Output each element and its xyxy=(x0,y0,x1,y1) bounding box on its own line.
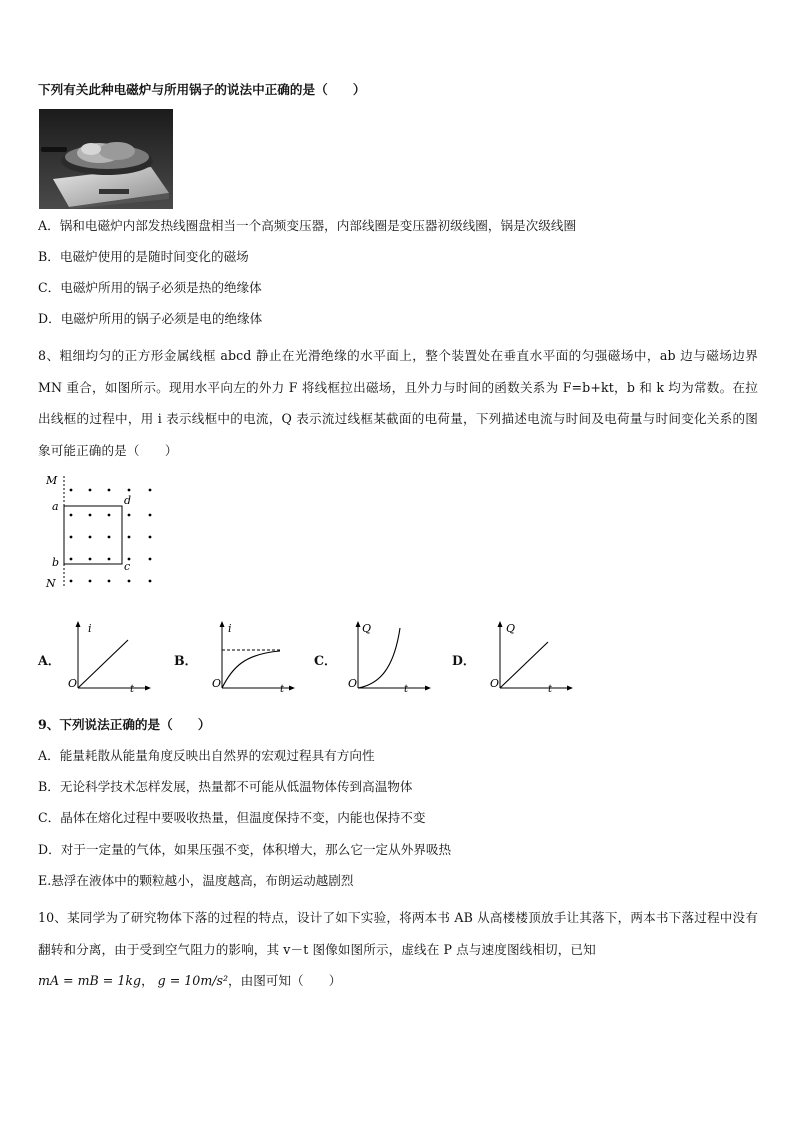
graph-a-y-label: i xyxy=(88,622,92,635)
q8-option-c-label: C． xyxy=(314,653,337,668)
q7-stem: 下列有关此种电磁炉与所用锅子的说法中正确的是（ ） xyxy=(38,82,366,97)
label-a: a xyxy=(52,500,59,513)
label-d: d xyxy=(124,494,132,507)
induction-cooker-illustration xyxy=(39,109,173,209)
graph-d-origin: O xyxy=(490,677,500,690)
q7-option-d: D．电磁炉所用的锅子必须是电的绝缘体 xyxy=(38,311,263,326)
magnetic-field-frame-diagram xyxy=(40,470,170,592)
graph-d-x-label: t xyxy=(548,684,553,694)
q8-option-d-label: D． xyxy=(452,653,476,668)
graph-a-x-label: t xyxy=(130,684,135,694)
q8-stem: 8、粗细均匀的正方形金属线框 abcd 静止在光滑绝缘的水平面上，整个装置处在垂直水平面的匀强磁场中，ab 边与磁场边界 MN 重合，如图所示。现用水平向左的外力 F 将线框拉出磁场，且外力与时间的函数关系为 F=b+kt，b 和 k 均为常数。在拉出线框的过程中，用 i 表示线框中的电流，Q 表示流过线框某截面的电荷量，下列描述电流与时间及电荷量与时间变化关系的图象可能正确的是（ ） xyxy=(38,348,758,458)
graph-a-origin: O xyxy=(68,677,78,690)
q10-gravity-formula: g = 10m/s² xyxy=(157,973,229,988)
graph-c-origin: O xyxy=(348,677,358,690)
graph-b-y-label: i xyxy=(228,622,232,635)
graph-b-x-label: t xyxy=(280,684,285,694)
q8-graph-b xyxy=(210,618,300,697)
label-n: N xyxy=(46,577,56,590)
q10-stem: 10、某同学为了研究物体下落的过程的特点，设计了如下实验，将两本书 AB 从高楼楼顶放手让其落下，两本书下落过程中没有翻转和分离，由于受到空气阻力的影响，其 v－t 图像如图所示，虚线在 P 点与速度图线相切，已知 xyxy=(38,910,758,957)
q8-option-b-label: B． xyxy=(174,653,198,668)
graph-b-origin: O xyxy=(212,677,222,690)
graph-c-y-label: Q xyxy=(362,622,372,635)
graph-a-linear-current xyxy=(66,618,156,694)
graph-d-y-label: Q xyxy=(506,622,516,635)
graph-c-x-label: t xyxy=(404,684,409,694)
label-c: c xyxy=(124,560,131,573)
q8-graph-d xyxy=(488,618,578,697)
q9-option-d: D．对于一定量的气体，如果压强不变，体积增大，那么它一定从外界吸热 xyxy=(38,842,452,857)
graph-c-accelerating-charge xyxy=(346,618,436,694)
q7-option-b: B．电磁炉使用的是随时间变化的磁场 xyxy=(38,249,249,264)
q8-frame-figure xyxy=(40,470,170,595)
label-m: M xyxy=(46,474,58,487)
label-b: b xyxy=(52,556,60,569)
q7-option-c: C．电磁炉所用的锅子必须是热的绝缘体 xyxy=(38,280,262,295)
graph-b-saturating-current xyxy=(210,618,300,694)
q9-option-e: E.悬浮在液体中的颗粒越小，温度越高，布朗运动越剧烈 xyxy=(38,873,354,888)
q8-option-a-label: A． xyxy=(38,653,61,668)
q9-option-c: C．晶体在熔化过程中要吸收热量，但温度保持不变，内能也保持不变 xyxy=(38,810,426,825)
graph-d-linear-charge xyxy=(488,618,578,694)
q8-graph-a xyxy=(66,618,156,697)
q9-option-a: A．能量耗散从能量角度反映出自然界的宏观过程具有方向性 xyxy=(38,748,375,763)
q7-option-a: A．锅和电磁炉内部发热线圈盘相当一个高频变压器，内部线圈是变压器初级线圈，锅是次级线圈 xyxy=(38,218,577,233)
q10-formula-line: mA = mB = 1kg， g = 10m/s²，由图可知（ ） xyxy=(38,973,342,988)
q8-graph-c xyxy=(346,618,436,697)
q9-stem: 9、下列说法正确的是（ ） xyxy=(38,717,211,732)
q10-formula-tail: ，由图可知（ ） xyxy=(228,973,342,988)
induction-cooker-photo xyxy=(39,109,173,209)
q10-mass-formula: mA = mB = 1kg xyxy=(38,973,142,988)
q9-option-b: B．无论科学技术怎样发展，热量都不可能从低温物体传到高温物体 xyxy=(38,779,413,794)
